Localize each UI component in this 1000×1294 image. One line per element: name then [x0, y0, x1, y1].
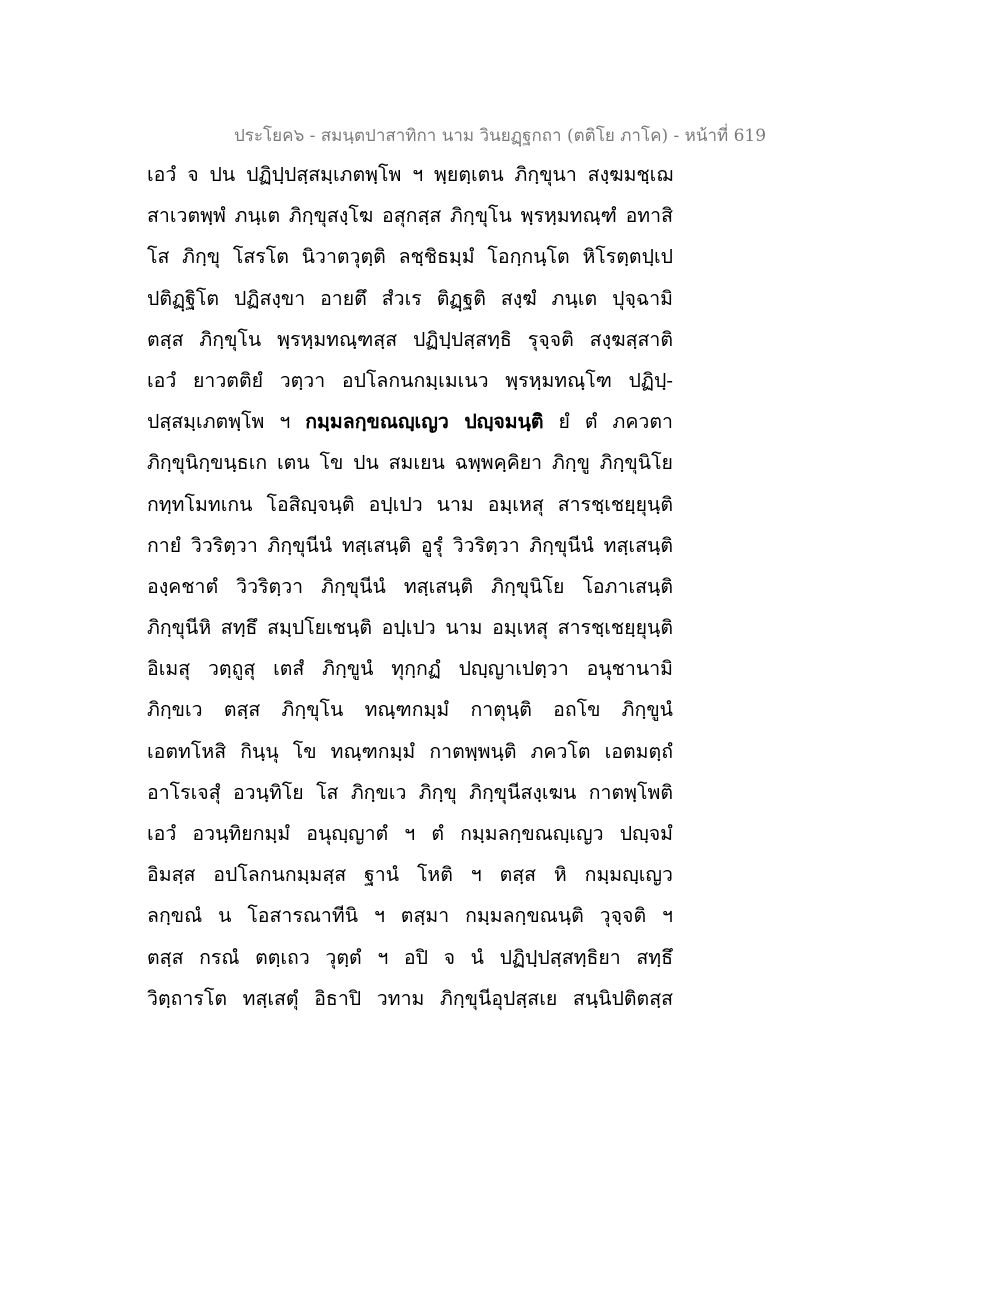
text-line-13: อิเมสุ วตฺถูสุ เตสํ ภิกฺขูนํ ทุกฺกฏํ ปญฺญาเปตฺวา อนุชานามิ — [147, 657, 673, 681]
text-line-20: ตสฺส กรณํ ตตฺเถว วุตฺตํ ฯ อปิ จ นํ ปฏิปฺปสฺสทฺธิยา สทฺธึ — [147, 945, 673, 969]
text-line-9: กทฺทโมทเกน โอสิญฺจนฺติ อปฺเปว นาม อมฺเหสุ สารชฺเชยฺยุนฺติ — [147, 492, 673, 516]
text-line-14: ภิกฺขเว ตสฺส ภิกฺขุโน ทณฺฑกมฺมํ กาตุนฺติ อถโข ภิกฺขูนํ — [147, 698, 673, 722]
text-line-12: ภิกฺขุนีหิ สทฺธึ สมฺปโยเชนฺติ อปฺเปว นาม อมฺเหสุ สารชฺเชยฺยุนฺติ — [147, 616, 673, 640]
text-line-21: วิตฺถารโต ทสฺเสตุํ อิธาปิ วทาม ภิกฺขุนีอุปสฺสเย สนฺนิปติตสฺส — [147, 986, 673, 1010]
text-line-3: โส ภิกฺขุ โสรโต นิวาตวุตฺติ ลชฺชิธมฺมํ โอกฺกนฺโต หิโรตฺตปฺเป — [147, 245, 673, 269]
text-line-5: ตสฺส ภิกฺขุโน พฺรหฺมทณฺฑสฺส ปฏิปฺปสฺสทฺธิ รุจฺจติ สงฺฆสฺสาติ — [147, 327, 673, 351]
text-line-2: สาเวตพฺพํ ภนฺเต ภิกฺขุสงฺโฆ อสุกสฺส ภิกฺขุโน พฺรหฺมทณฺฑํ อทาสิ — [147, 204, 673, 228]
body-text — [147, 154, 673, 1019]
text-line-17: เอวํ อวนฺทิยกมฺมํ อนุญฺญาตํ ฯ ตํ กมฺมลกฺขณญฺเญว ปญฺจมํ — [147, 822, 673, 845]
text-line-7-tail: ยํ ตํ ภควตา — [543, 410, 673, 434]
text-line-18: อิมสฺส อปโลกนกมฺมสฺส ฐานํ โหติ ฯ ตสฺส หิ กมฺมญฺเญว — [147, 863, 673, 887]
text-line-16: อาโรเจสุํ อวนฺทิโย โส ภิกฺขเว ภิกฺขุ ภิกฺขุนีสงฺเฆน กาตพฺโพติ — [147, 780, 673, 804]
text-line-8: ภิกฺขุนิกฺขนฺธเก เตน โข ปน สมเยน ฉพฺพคฺคิยา ภิกฺขู ภิกฺขุนิโย — [147, 451, 673, 475]
text-line-15: เอตทโหสิ กินฺนุ โข ทณฺฑกมฺมํ กาตพฺพนฺติ ภควโต เอตมตฺถํ — [147, 739, 673, 763]
text-line-6: เอวํ ยาวตติยํ วตฺวา อปโลกนกมฺเมเนว พฺรหฺมทณฺโฑ ปฏิปฺ- — [147, 368, 673, 392]
text-line-4: ปติฏฺฐิโต ปฏิสงฺขา อายตึ สํวเร ติฏฺฐติ สงฺฆํ ภนฺเต ปุจฺฉามิ — [147, 286, 673, 310]
text-line-19: ลกฺขณํ น โอสารณาทีนิ ฯ ตสฺมา กมฺมลกฺขณนฺติ วุจฺจติ ฯ — [147, 904, 673, 928]
page-header: ประโยค๖ - สมนฺตปาสาทิกา นาม วินยฏฺฐกถา (ตติโย ภาโค) - หน้าที่ 619 — [233, 126, 767, 146]
text-line-10: กายํ วิวริตฺวา ภิกฺขุนีนํ ทสฺเสนฺติ อูรุํ วิวริตฺวา ภิกฺขุนีนํ ทสฺเสนฺติ — [147, 533, 673, 557]
text-line-7-head: ปสฺสมฺเภตพฺโพ ฯ — [147, 410, 306, 434]
text-line-7 — [147, 401, 673, 442]
text-line-11: องฺคชาตํ วิวริตฺวา ภิกฺขุนีนํ ทสฺเสนฺติ ภิกฺขุนิโย โอภาเสนฺติ — [147, 574, 673, 598]
text-line-1: เอวํ จ ปน ปฏิปฺปสฺสมฺเภตพฺโพ ฯ พฺยตฺเตน ภิกฺขุนา สงฺฆมชฺเฌ — [147, 163, 673, 186]
bold-phrase: กมฺมลกฺขณญฺเญว ปญฺจมนฺติ — [305, 410, 544, 434]
